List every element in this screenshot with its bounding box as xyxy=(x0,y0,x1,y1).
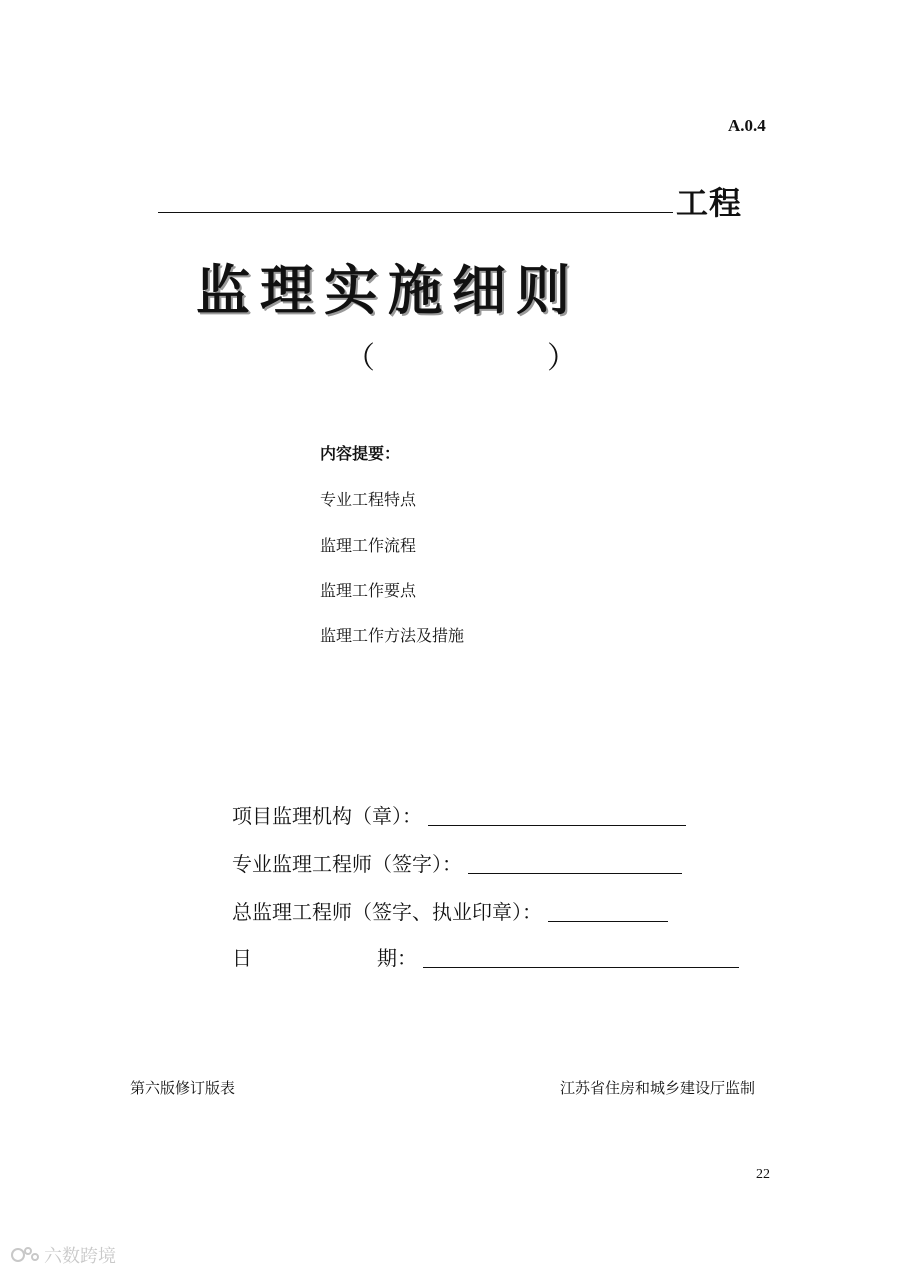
date-label-period: 期： xyxy=(377,946,417,970)
page-number: 22 xyxy=(756,1167,770,1182)
document-title: 监理实施细则 xyxy=(196,259,580,322)
watermark xyxy=(10,1242,116,1268)
summary-item: 监理工作要点 xyxy=(320,581,417,600)
footer-edition: 第六版修订版表 xyxy=(130,1079,236,1097)
chief-signature-label: 总监理工程师（签字、执业印章）： xyxy=(232,900,542,924)
logo-icon xyxy=(10,1245,40,1265)
date-row xyxy=(232,942,739,971)
chief-signature-row xyxy=(232,896,668,925)
date-blank xyxy=(423,967,739,968)
org-seal-blank xyxy=(428,825,686,826)
project-suffix: 工程 xyxy=(676,184,743,222)
chief-signature-blank xyxy=(548,921,668,922)
footer-issuer: 江苏省住房和城乡建设厅监制 xyxy=(560,1079,756,1097)
summary-item: 专业工程特点 xyxy=(320,490,417,509)
summary-item: 监理工作方法及措施 xyxy=(320,626,465,645)
watermark-text: 六数跨境 xyxy=(44,1246,116,1267)
engineer-signature-row xyxy=(232,848,682,877)
project-name-blank xyxy=(158,212,673,213)
date-label-day: 日 xyxy=(232,946,252,970)
paren-open: （ xyxy=(345,341,375,376)
summary-item: 监理工作流程 xyxy=(320,536,417,555)
org-seal-row xyxy=(232,800,686,829)
engineer-signature-blank xyxy=(468,873,682,874)
form-code: A.0.4 xyxy=(728,116,766,135)
paren-close: ） xyxy=(547,341,577,376)
summary-heading: 内容提要： xyxy=(320,444,401,463)
org-seal-label: 项目监理机构（章）： xyxy=(232,804,422,828)
engineer-signature-label: 专业监理工程师（签字）： xyxy=(232,852,462,876)
